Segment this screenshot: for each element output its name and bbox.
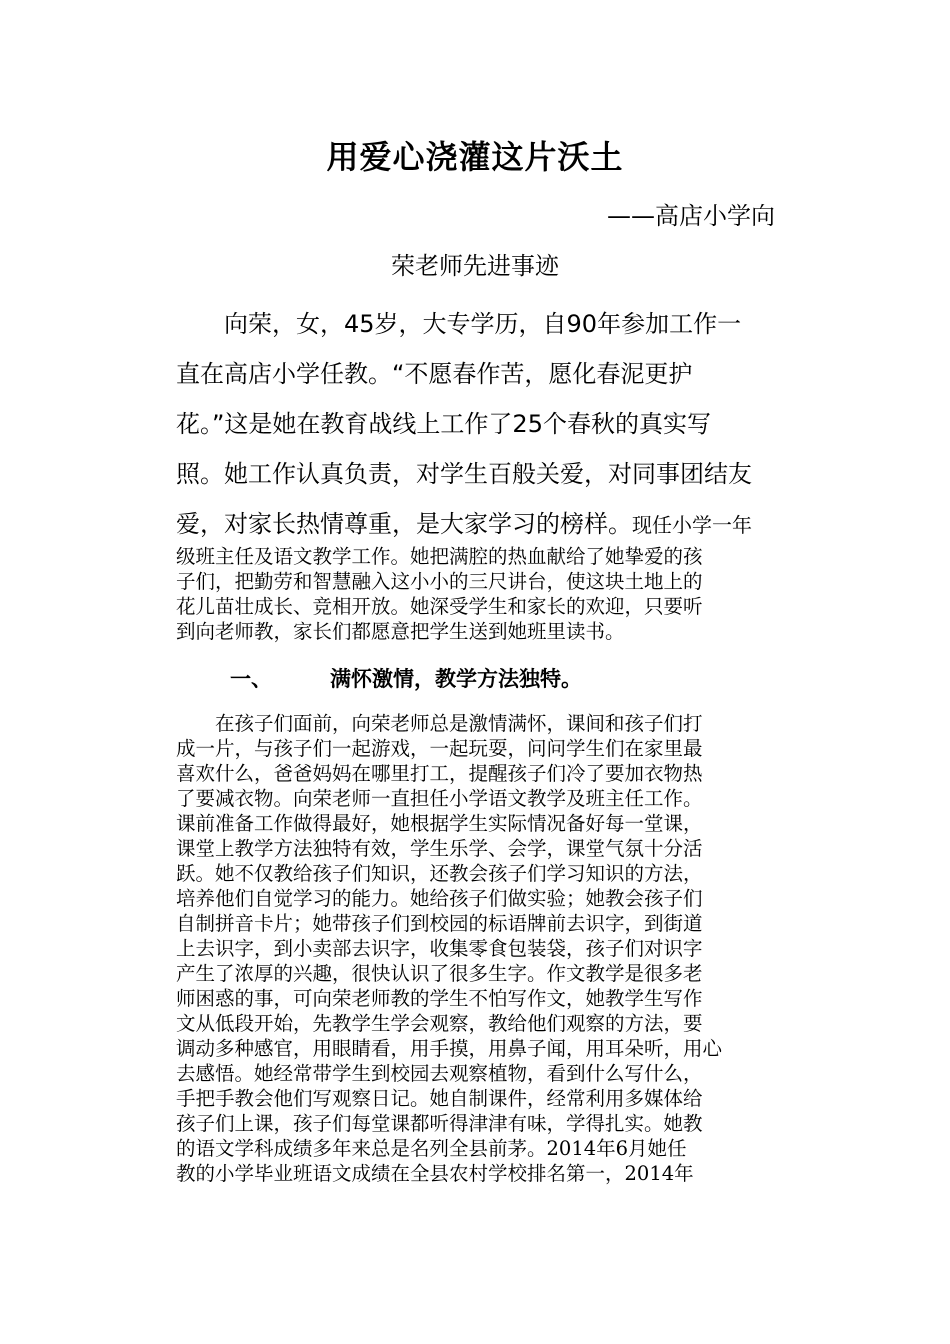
body-line: 课前准备工作做得最好，她根据学生实际情况备好每一堂课，	[176, 812, 703, 835]
body-line: 去感悟。她经常带学生到校园去观察植物，看到什么写什么，	[176, 1062, 703, 1085]
body-line: 调动多种感官，用眼睛看，用手摸，用鼻子闻，用耳朵听，用心	[176, 1037, 723, 1060]
intro-line-mixed	[176, 504, 776, 545]
body-line: 了要减衣物。向荣老师一直担任小学语文教学及班主任工作。	[176, 787, 703, 810]
intro-paragraph-continued	[176, 544, 776, 644]
intro-small-line: 级班主任及语文教学工作。她把满腔的热血献给了她挚爱的孩	[176, 545, 703, 568]
body-line: 教的小学毕业班语文成绩在全县农村学校排名第一，2014年	[176, 1162, 694, 1185]
section-heading-text: 满怀激情，教学方法独特。	[330, 667, 582, 691]
section-heading-1	[230, 662, 830, 696]
intro-small-line: 花儿苗壮成长、竞相开放。她深受学生和家长的欢迎，只要听	[176, 595, 703, 618]
body-line: 孩子们上课，孩子们每堂课都听得津津有味，学得扎实。她教	[176, 1112, 703, 1135]
intro-mixed-large-text: 爱，对家长热情尊重，是大家学习的榜样。	[176, 510, 632, 538]
body-line: 喜欢什么，爸爸妈妈在哪里打工，提醒孩子们冷了要加衣物热	[176, 762, 703, 785]
body-line: 成一片，与孩子们一起游戏，一起玩耍，问问学生们在家里最	[176, 737, 703, 760]
body-line: 的语文学科成绩多年来总是名列全县前茅。2014年6月她任	[176, 1137, 687, 1160]
section-number: 一、	[230, 667, 272, 691]
body-line: 跃。她不仅教给孩子们知识，还教会孩子们学习知识的方法，	[176, 862, 703, 885]
body-line: 文从低段开始，先教学生学会观察，教给他们观察的方法，要	[176, 1012, 703, 1035]
intro-line: 花。”这是她在教育战线上工作了25个春秋的真实写	[176, 410, 711, 438]
intro-line: 照。她工作认真负责，对学生百般关爱，对同事团结友	[176, 460, 752, 488]
body-line: 师困惑的事，可向荣老师教的学生不怕写作文，她教学生写作	[176, 987, 703, 1010]
body-line: 自制拼音卡片；她带孩子们到校园的标语牌前去识字，到街道	[176, 912, 703, 935]
intro-small-line: 子们，把勤劳和智慧融入这小小的三尺讲台，使这块土地上的	[176, 570, 703, 593]
document-title: 用爱心浇灌这片沃土	[326, 138, 624, 176]
document-subtitle-line-1: ——高店小学向	[607, 202, 775, 230]
intro-small-line: 到向老师教，家长们都愿意把学生送到她班里读书。	[176, 620, 625, 643]
body-line: 上去识字，到小卖部去识字，收集零食包装袋，孩子们对识字	[176, 937, 703, 960]
body-line: 培养他们自觉学习的能力。她给孩子们做实验；她教会孩子们	[176, 887, 703, 910]
intro-line: 向荣，女，45岁，大专学历，自90年参加工作一	[176, 310, 742, 338]
intro-line: 直在高店小学任教。“不愿春作苦，愿化春泥更护	[176, 360, 693, 388]
body-line: 手把手教会他们写观察日记。她自制课件，经常利用多媒体给	[176, 1087, 703, 1110]
intro-mixed-small-text: 现任小学一年	[632, 513, 752, 537]
document-subtitle-line-2: 荣老师先进事迹	[391, 252, 559, 280]
body-paragraph	[176, 711, 776, 1186]
body-line: 课堂上教学方法独特有效，学生乐学、会学，课堂气氛十分活	[176, 837, 703, 860]
body-line: 产生了浓厚的兴趣，很快认识了很多生字。作文教学是很多老	[176, 962, 703, 985]
body-line: 在孩子们面前，向荣老师总是激情满怀，课间和孩子们打	[176, 712, 703, 735]
